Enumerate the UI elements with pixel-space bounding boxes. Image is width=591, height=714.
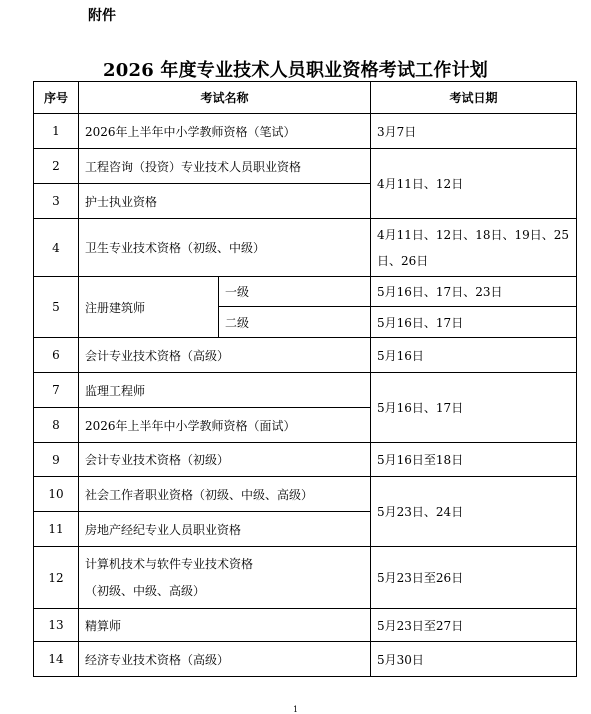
exam-name: [79, 547, 371, 609]
row-no: 2: [34, 149, 79, 184]
row-no: 10: [34, 477, 79, 512]
exam-date: 5月23日至27日: [371, 609, 577, 642]
table-row: [34, 373, 577, 408]
exam-date: 5月16日、17日: [371, 373, 577, 443]
exam-date: 5月16日至18日: [371, 443, 577, 477]
exam-date: 5月16日: [371, 338, 577, 373]
table-row: [34, 277, 577, 307]
exam-name: 房地产经纪专业人员职业资格: [79, 512, 371, 547]
exam-name: 2026年上半年中小学教师资格（笔试）: [79, 114, 371, 149]
exam-name: 卫生专业技术资格（初级、中级）: [79, 219, 371, 277]
row-no: 11: [34, 512, 79, 547]
exam-name: 会计专业技术资格（初级）: [79, 443, 371, 477]
exam-name: 护士执业资格: [79, 184, 371, 219]
exam-name: 社会工作者职业资格（初级、中级、高级）: [79, 477, 371, 512]
exam-name-line2: （初级、中级、高级）: [85, 583, 206, 598]
exam-name-line1: 计算机技术与软件专业技术资格: [85, 556, 254, 571]
row-no: 1: [34, 114, 79, 149]
table-row: [34, 219, 577, 277]
table-row: [34, 547, 577, 609]
exam-date: 5月23日至26日: [371, 547, 577, 609]
header-name: 考试名称: [79, 82, 371, 114]
table-row: [34, 477, 577, 512]
exam-name: 工程咨询（投资）专业技术人员职业资格: [79, 149, 371, 184]
exam-name: 精算师: [79, 609, 371, 642]
row-no: 5: [34, 277, 79, 338]
row-no: 14: [34, 642, 79, 677]
exam-date: 4月11日、12日: [371, 149, 577, 219]
row-no: 12: [34, 547, 79, 609]
table-row: [34, 642, 577, 677]
attachment-label: 附件: [88, 8, 116, 24]
exam-date: 5月30日: [371, 642, 577, 677]
exam-name: 注册建筑师: [79, 277, 219, 338]
exam-name: 经济专业技术资格（高级）: [79, 642, 371, 677]
table-row: [34, 114, 577, 149]
row-no: 8: [34, 408, 79, 443]
exam-name: 2026年上半年中小学教师资格（面试）: [79, 408, 371, 443]
page-title: 2026 年度专业技术人员职业资格考试工作计划: [103, 60, 488, 81]
header-date: 考试日期: [371, 82, 577, 114]
row-no: 4: [34, 219, 79, 277]
exam-date: 3月7日: [371, 114, 577, 149]
exam-schedule-table: [33, 81, 577, 677]
exam-sub-level: 二级: [219, 307, 371, 338]
row-no: 9: [34, 443, 79, 477]
table-row: [34, 609, 577, 642]
exam-sub-level: 一级: [219, 277, 371, 307]
exam-name: 监理工程师: [79, 373, 371, 408]
table-row: [34, 338, 577, 373]
table-header-row: [34, 82, 577, 114]
row-no: 7: [34, 373, 79, 408]
row-no: 3: [34, 184, 79, 219]
row-no: 13: [34, 609, 79, 642]
table-row: [34, 149, 577, 184]
header-no: 序号: [34, 82, 79, 114]
exam-date: 5月23日、24日: [371, 477, 577, 547]
exam-date: 5月16日、17日、23日: [371, 277, 577, 307]
exam-name: 会计专业技术资格（高级）: [79, 338, 371, 373]
exam-date: 4月11日、12日、18日、19日、25日、26日: [371, 219, 577, 277]
table-row: [34, 443, 577, 477]
exam-date: 5月16日、17日: [371, 307, 577, 338]
row-no: 6: [34, 338, 79, 373]
page-number: 1: [292, 705, 299, 714]
